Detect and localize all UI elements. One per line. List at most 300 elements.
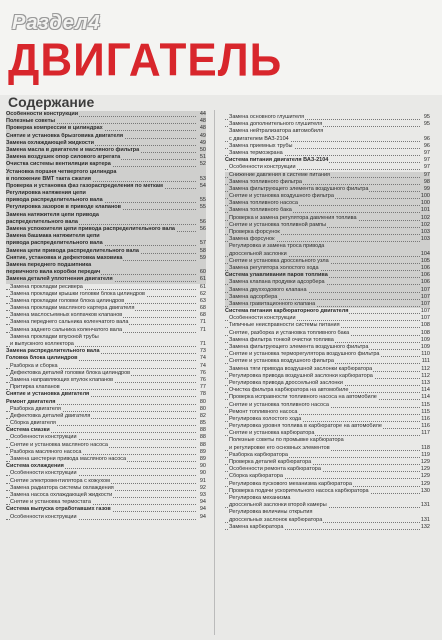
toc-entry — [225, 430, 430, 437]
toc-entry-page: 116 — [421, 423, 430, 430]
toc-entry-page: 89 — [199, 456, 206, 462]
toc-entry-title: Полезные советы — [6, 118, 56, 125]
toc-entry — [6, 176, 206, 183]
toc-entry-page: 93 — [199, 491, 206, 498]
toc-entry — [6, 305, 206, 312]
toc-entry — [6, 118, 206, 125]
toc-entry-title: Замена переднего подшипника — [6, 261, 92, 268]
toc-entry-title: Замена насоса охлаждающей жидкости — [10, 491, 113, 498]
toc-entry-title: Особенности конструкции — [10, 470, 77, 477]
toc-entry — [225, 243, 430, 250]
toc-entry — [6, 147, 206, 154]
toc-entry-page: 61 — [199, 283, 206, 290]
toc-entry — [225, 495, 430, 502]
toc-entry-title: Очистка системы вентиляции картера — [6, 161, 111, 168]
toc-entry-title: Замена топливного фильтра — [229, 178, 302, 185]
toc-entry-title: Система смазки — [6, 427, 50, 434]
toc-entry-page: 111 — [421, 358, 430, 365]
toc-entry-page: 109 — [420, 336, 430, 343]
toc-entry-title: Снятие электровентилятора с кожухом — [10, 477, 110, 484]
toc-entry — [225, 236, 430, 243]
toc-entry-title: Система питания двигателя ВАЗ-2104 — [225, 157, 329, 164]
toc-entry-title: Замена карбюратора — [229, 523, 284, 530]
toc-entry-title: Замена фильтрующего элемента воздушного фильтра — [229, 185, 369, 192]
toc-entry-page: 97 — [423, 171, 430, 178]
toc-entry — [225, 473, 430, 480]
toc-entry-title: Сборка карбюратора — [229, 473, 283, 480]
toc-entry — [225, 200, 430, 207]
toc-entry-title: Замена заднего сальника коленчатого вала — [10, 326, 123, 333]
toc-entry-title: Регулировка холостого хода — [229, 415, 302, 422]
toc-entry — [225, 207, 430, 214]
toc-entry — [6, 269, 206, 276]
toc-entry — [225, 502, 430, 509]
toc-entry — [6, 133, 206, 140]
toc-entry-title: распределительного вала — [6, 218, 78, 225]
toc-entry-title: Регулировка привода воздушной заслонки карбюратора — [229, 372, 373, 379]
toc-entry-title: Замена топливного насоса — [229, 200, 298, 207]
toc-entry-title: Замена прокладки головки блока цилиндров — [10, 297, 125, 304]
toc-entry — [6, 334, 206, 341]
toc-entry-title: Снижение давления в системе питания — [229, 171, 331, 178]
toc-entry — [6, 240, 206, 247]
toc-entry-page: 114 — [421, 394, 430, 401]
toc-entry-page: 114 — [421, 387, 430, 394]
toc-entry-title: Замена приемных трубы — [229, 142, 293, 149]
toc-entry-page: 50 — [199, 146, 206, 153]
toc-entry — [6, 140, 206, 147]
toc-entry — [6, 312, 206, 319]
toc-entry-page: 107 — [420, 300, 430, 307]
toc-entry-title: Особенности конструкции — [10, 513, 77, 520]
toc-entry-title: Замена распределительного вала — [6, 348, 100, 355]
toc-entry-page: 115 — [421, 408, 430, 415]
toc-entry-title: Замена направляющих втулок клапанов — [10, 376, 114, 383]
toc-entry — [225, 358, 430, 365]
toc-entry — [225, 229, 430, 236]
toc-entry-page: 88 — [199, 427, 206, 434]
toc-entry — [225, 466, 430, 473]
toc-entry-title: Проверка исправности топливного насоса на автомобиле — [229, 394, 377, 401]
toc-entry — [6, 319, 206, 326]
toc-entry-page: 82 — [199, 412, 206, 419]
toc-entry — [225, 524, 430, 531]
toc-entry-title: Разборка масляного насоса — [10, 448, 82, 455]
toc-entry-page: 107 — [420, 293, 430, 300]
toc-entry-title: Проверка форсунок — [229, 229, 280, 235]
toc-entry — [225, 193, 430, 200]
toc-entry — [6, 183, 206, 190]
toc-entry-title: с двигателем ВАЗ-2104 — [229, 135, 289, 142]
toc-entry-page: 106 — [420, 279, 430, 286]
toc-entry-title: Замена успокоителя цепи привода распределительного вала — [6, 226, 175, 232]
toc-entry-page: 60 — [199, 269, 206, 276]
toc-entry — [6, 190, 206, 197]
toc-entry-title: Замена переднего сальника коленчатого вала — [10, 319, 129, 326]
toc-entry — [6, 355, 206, 362]
toc-entry-page: 113 — [421, 379, 430, 386]
toc-entry-page: 92 — [199, 484, 206, 491]
toc-entry — [225, 409, 430, 416]
section-label: Раздел4 — [12, 12, 101, 34]
toc-entry-page: 49 — [199, 132, 206, 139]
toc-entry-page: 108 — [420, 322, 430, 329]
toc-entry-title: Разборка карбюратора — [229, 451, 288, 458]
toc-entry-title: Замена масла в двигателе и масляного фильтра — [6, 146, 140, 153]
toc-entry-title: Замена охлаждающей жидкости — [6, 139, 95, 146]
toc-entry-title: Особенности ремонта карбюратора — [229, 466, 321, 473]
toc-entry — [6, 226, 206, 233]
toc-entry-title: Головка блока цилиндров — [6, 355, 78, 362]
toc-entry-page: 96 — [423, 142, 430, 149]
toc-entry-title: Снятие и установка терморегулятора воздушного фильтра — [229, 351, 380, 358]
toc-entry — [225, 330, 430, 337]
toc-entry — [6, 348, 206, 355]
toc-entry — [225, 481, 430, 488]
toc-entry — [225, 344, 430, 351]
toc-entry-page: 95 — [423, 114, 430, 120]
toc-entry — [6, 204, 206, 211]
toc-entry-page: 108 — [420, 329, 430, 336]
toc-entry-title: Проверка подачи ускорительного насоса карбюратора — [229, 487, 369, 494]
toc-entry — [225, 366, 430, 373]
toc-entry — [225, 251, 430, 258]
toc-entry — [6, 456, 206, 463]
toc-entry-page: 48 — [199, 125, 206, 132]
toc-entry — [6, 463, 206, 470]
toc-entry — [225, 150, 430, 157]
toc-entry-title: Особенности конструкции — [6, 111, 79, 117]
toc-entry-page: 71 — [199, 319, 206, 326]
toc-entry — [225, 437, 430, 444]
toc-entry — [6, 449, 206, 456]
toc-entry-page: 74 — [199, 362, 206, 369]
toc-entry — [225, 416, 430, 423]
toc-entry-title: Замена двухходового клапана — [229, 286, 307, 293]
toc-entry-page: 107 — [420, 286, 430, 293]
toc-entry — [6, 427, 206, 434]
toc-entry-title: Замена тяги привода воздушной заслонки карбюратора — [229, 365, 373, 372]
toc-entry-page: 117 — [421, 430, 430, 437]
toc-entry-page: 73 — [199, 348, 206, 355]
toc-entry-page: 112 — [421, 372, 430, 379]
toc-entry-title: Снятие и установка карбюратора — [229, 430, 315, 437]
toc-entry — [225, 488, 430, 495]
toc-entry-title: Особенности конструкции — [10, 434, 77, 441]
toc-entry — [225, 308, 430, 315]
toc-entry — [225, 459, 430, 466]
toc-entry-page: 106 — [420, 264, 430, 271]
toc-entry-title: Замена топливного бака — [229, 207, 292, 214]
toc-entry-title: Замена прокладки ресивера — [10, 283, 83, 290]
toc-entry-title: Замена маслосъемных колпачков клапанов — [10, 312, 123, 319]
toc-entry — [6, 298, 206, 305]
toc-entry-page: 112 — [421, 365, 430, 372]
toc-entry-title: Регулировка зазоров в приводе клапанов — [6, 204, 122, 211]
toc-entry-page: 98 — [423, 178, 430, 185]
toc-entry-title: Снятие и установка воздушного фильтра — [229, 358, 334, 365]
toc-entry-title: Замена нейтрализатора автомобиля — [229, 128, 324, 135]
toc-entry — [6, 212, 206, 219]
toc-entry-page: 91 — [199, 477, 206, 484]
toc-entry — [225, 380, 430, 387]
toc-entry — [225, 114, 430, 121]
toc-entry — [6, 284, 206, 291]
toc-entry-title: привода распределительного вала — [6, 197, 103, 204]
toc-entry-page: 107 — [420, 308, 430, 315]
toc-entry-page: 103 — [420, 229, 430, 235]
toc-entry-page: 131 — [420, 502, 430, 509]
toc-entry — [225, 509, 430, 516]
toc-entry — [6, 434, 206, 441]
toc-entry — [6, 391, 206, 398]
toc-entry-page: 107 — [420, 315, 430, 322]
toc-entry-title: Замена воздушек опор силового агрегата — [6, 154, 121, 161]
toc-entry-page: 95 — [423, 121, 430, 128]
toc-entry-title: Система улавливания паров топлива — [225, 272, 328, 279]
toc-entry-page: 94 — [199, 499, 206, 506]
toc-entry-title: Регулировка пускового механизма карбюратора — [229, 480, 352, 487]
toc-entry-page: 52 — [199, 161, 206, 168]
toc-entry-title: Снятие, разборка и установка топливного бака — [229, 329, 350, 336]
toc-entry-title: дроссельных заслонок карбюратора — [229, 516, 323, 523]
toc-entry-page: 59 — [199, 254, 206, 261]
toc-entry — [225, 294, 430, 301]
toc-entry — [225, 128, 430, 135]
toc-entry — [225, 279, 430, 286]
toc-entry-title: Снятие и установка топливной рампы — [229, 221, 327, 228]
toc-entry — [225, 121, 430, 128]
toc-entry-title: Замена шестерни привода масляного насоса — [10, 456, 127, 462]
toc-entry — [225, 136, 430, 143]
toc-entry-page: 97 — [423, 164, 430, 171]
toc-entry — [225, 272, 430, 279]
toc-entry-page: 56 — [199, 218, 206, 225]
toc-entry-title: Снятие и установка двигателя — [6, 391, 90, 398]
toc-entry-title: Разборка и сборка — [10, 362, 58, 369]
toc-entry-page: 106 — [420, 272, 430, 279]
toc-entry-title: Типичные неисправности системы питания — [229, 322, 340, 329]
toc-entry — [225, 222, 430, 229]
toc-entry-title: Особенности конструкции — [229, 315, 296, 322]
toc-entry-page: 55 — [199, 204, 206, 211]
toc-entry — [6, 442, 206, 449]
toc-entry — [6, 291, 206, 298]
toc-entry-title: Проверка и установка фаз газораспределения по меткам — [6, 182, 163, 189]
toc-entry-title: Замена фильтра тонкой очистки топлива — [229, 336, 334, 343]
toc-entry — [6, 370, 206, 377]
toc-entry-title: первичного вала коробки передач — [6, 269, 101, 276]
toc-entry-page: 54 — [199, 182, 206, 189]
toc-entry-page: 74 — [199, 355, 206, 362]
toc-entry — [225, 287, 430, 294]
toc-entry — [6, 341, 206, 348]
toc-entry-title: Замена цепи привода распределительного вала — [6, 247, 139, 254]
toc-entry-page: 77 — [199, 384, 206, 391]
toc-entry-title: Регулировка механизма — [229, 494, 291, 501]
toc-entry-title: Замена гравитационного клапана — [229, 300, 316, 307]
toc-entry-page: 129 — [420, 459, 430, 465]
toc-entry — [6, 262, 206, 269]
toc-entry — [225, 351, 430, 358]
toc-entry — [6, 485, 206, 492]
toc-entry-page: 62 — [199, 290, 206, 297]
toc-entry-page: 90 — [199, 463, 206, 470]
toc-entry-page: 130 — [420, 487, 430, 494]
toc-entry-title: Сборка двигателя — [10, 420, 56, 427]
toc-right-column — [225, 114, 430, 531]
toc-entry-title: Система питания карбюраторного двигателя — [225, 308, 349, 315]
toc-entry-page: 97 — [423, 149, 430, 156]
toc-entry — [6, 276, 206, 283]
toc-entry-page: 58 — [199, 247, 206, 254]
column-divider — [214, 110, 215, 635]
toc-entry-title: дроссельной заслонки — [229, 250, 287, 257]
toc-entry — [6, 219, 206, 226]
toc-entry — [225, 423, 430, 430]
toc-entry-title: Снятие и установка воздушного фильтра — [229, 193, 334, 200]
toc-entry-page: 105 — [420, 257, 430, 264]
toc-entry-title: Ремонт топливного насоса — [229, 408, 298, 415]
toc-entry-title: Снятие и установка топливного насоса — [229, 401, 329, 408]
toc-entry-title: Замена фильтрующего элемента воздушного фильтра — [229, 344, 369, 350]
toc-entry-page: 55 — [199, 197, 206, 204]
toc-entry — [6, 125, 206, 132]
toc-entry-title: Замена адсорбера — [229, 293, 278, 300]
contents-heading: Содержание — [8, 94, 95, 110]
toc-entry-title: Замена регулятора холостого хода — [229, 264, 319, 271]
toc-entry-page: 71 — [199, 326, 206, 333]
toc-entry-page: 97 — [423, 157, 430, 164]
toc-entry-title: и выпускного коллектора — [10, 341, 74, 347]
toc-entry — [6, 169, 206, 176]
toc-entry-title: Снятие, установка и дефектовка маховика — [6, 254, 123, 261]
toc-entry-title: Регулировка уровня топлива в карбюраторе на автомобиле — [229, 423, 382, 430]
toc-entry-page: 88 — [199, 434, 206, 441]
toc-entry — [6, 478, 206, 485]
toc-entry — [225, 265, 430, 272]
toc-entry-title: Замена прокладки масляного картера двигателя — [10, 305, 135, 312]
toc-entry — [6, 377, 206, 384]
toc-entry-page: 129 — [420, 466, 430, 473]
toc-entry-page: 78 — [199, 391, 206, 398]
toc-entry-title: Система охлаждения — [6, 463, 64, 470]
toc-entry-title: привода распределительного вала — [6, 240, 103, 247]
toc-entry — [225, 301, 430, 308]
toc-entry-page: 104 — [420, 250, 430, 257]
toc-entry — [225, 337, 430, 344]
toc-entry-title: Замена натяжителя цепи привода — [6, 211, 99, 218]
toc-entry-title: Замена прокладки впускной трубы — [10, 333, 99, 340]
chapter-title: ДВИГАТЕЛЬ — [8, 34, 283, 87]
toc-entry — [225, 402, 430, 409]
toc-entry-title: Дефектовка деталей двигателя — [10, 412, 91, 419]
toc-entry — [6, 327, 206, 334]
toc-entry-page: 85 — [199, 420, 206, 427]
toc-entry-title: Снятие и установка масляного насоса — [10, 441, 108, 448]
toc-entry-page: 109 — [420, 344, 430, 350]
toc-entry — [225, 179, 430, 186]
toc-entry-title: Замена радиатора системы охлаждения — [10, 484, 114, 491]
toc-entry-title: Замена прокладки крышки головки блока цилиндров — [10, 290, 145, 297]
toc-entry — [6, 420, 206, 427]
toc-entry-title: Особенности конструкции — [229, 164, 296, 171]
toc-entry-page: 76 — [199, 376, 206, 383]
toc-entry-title: Проверка и замена регулятора давления топлива — [229, 214, 357, 221]
toc-entry-title: Установка поршня четвертого цилиндра — [6, 168, 117, 175]
toc-entry-title: и регулировке его основных элементов — [229, 444, 330, 451]
toc-entry — [225, 517, 430, 524]
toc-entry-title: Замена форсунок — [229, 236, 275, 243]
toc-entry — [225, 172, 430, 179]
toc-entry-page: 94 — [199, 513, 206, 520]
toc-entry-page: 51 — [199, 154, 206, 161]
toc-entry-title: Разборка двигателя — [10, 405, 61, 412]
toc-entry — [225, 394, 430, 401]
toc-entry — [6, 406, 206, 413]
toc-entry-page: 80 — [199, 398, 206, 405]
toc-entry-page: 96 — [423, 135, 430, 142]
toc-entry-title: Снятие и установка брызговика двигателя — [6, 132, 124, 139]
toc-entry — [225, 445, 430, 452]
toc-entry-title: Регулировка привода дроссельной заслонки — [229, 379, 343, 386]
toc-entry-page: 56 — [199, 226, 206, 232]
toc-entry-page: 116 — [421, 415, 430, 422]
toc-entry-page: 132 — [420, 523, 430, 530]
toc-entry-title: Дефектовка деталей головки блока цилиндров — [10, 369, 131, 376]
toc-entry-page: 103 — [420, 236, 430, 243]
toc-entry — [6, 248, 206, 255]
toc-entry-page: 63 — [199, 297, 206, 304]
toc-entry-page: 115 — [421, 401, 430, 408]
toc-entry-title: в положение ВМТ такта сжатия — [6, 175, 91, 182]
toc-entry-page: 102 — [420, 221, 430, 228]
toc-entry — [6, 154, 206, 161]
toc-entry-page: 90 — [199, 470, 206, 477]
toc-entry-title: Очистка фильтра карбюратора на автомобиле — [229, 387, 349, 394]
toc-entry — [6, 470, 206, 477]
toc-entry-page: 129 — [420, 473, 430, 480]
toc-entry-title: Система выпуска отработавших газов — [6, 506, 111, 513]
toc-entry-page: 48 — [199, 118, 206, 125]
toc-entry-title: Регулировка и замена троса привода — [229, 243, 325, 250]
toc-entry-page: 102 — [420, 214, 430, 221]
toc-entry — [225, 215, 430, 222]
toc-entry-title: Регулировка величины открытия — [229, 509, 313, 516]
toc-entry — [6, 506, 206, 513]
toc-entry-title: Снятие и установка термостата — [10, 499, 91, 506]
toc-entry-page: 80 — [199, 405, 206, 412]
toc-entry-title: Притирка клапанов — [10, 384, 60, 391]
toc-left-column — [6, 111, 206, 521]
toc-entry-page: 94 — [199, 506, 206, 513]
toc-entry — [6, 399, 206, 406]
toc-entry — [6, 233, 206, 240]
toc-entry — [6, 499, 206, 506]
toc-entry-page: 89 — [199, 448, 206, 455]
toc-entry — [6, 413, 206, 420]
toc-entry-title: Замена термоэкрана — [229, 149, 283, 156]
toc-entry-page: 57 — [199, 240, 206, 247]
toc-entry-title: дроссельной заслонки второй камеры — [229, 502, 327, 509]
toc-entry-page: 100 — [420, 193, 430, 200]
toc-entry-title: Полезные советы по промывке карбюратора — [229, 437, 344, 444]
toc-entry — [6, 514, 206, 521]
toc-entry — [225, 186, 430, 193]
toc-entry — [225, 387, 430, 394]
toc-entry — [6, 111, 206, 118]
toc-entry-page: 131 — [420, 516, 430, 523]
